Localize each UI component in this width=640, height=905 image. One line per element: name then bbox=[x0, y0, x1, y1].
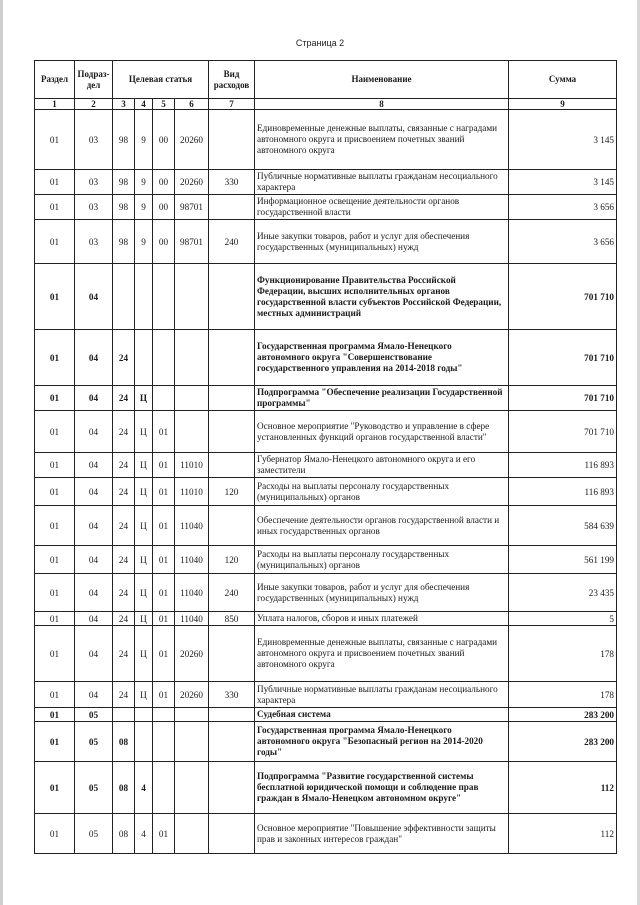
cell-sum: 3 145 bbox=[509, 170, 617, 195]
cell-razdel: 01 bbox=[35, 708, 75, 722]
cell-program: 98 bbox=[113, 170, 135, 195]
cell-direction: 11040 bbox=[175, 546, 209, 574]
cell-razdel: 01 bbox=[35, 110, 75, 170]
cell-razdel: 01 bbox=[35, 682, 75, 708]
cell-name: Публичные нормативные выплаты гражданам несоциального характера bbox=[255, 170, 509, 195]
cell-razdel: 01 bbox=[35, 411, 75, 453]
cell-name: Губернатор Ямало-Ненецкого автономного округа и его заместители bbox=[255, 453, 509, 478]
cell-subprogram: 9 bbox=[135, 195, 153, 220]
table-row bbox=[35, 612, 617, 626]
cell-razdel: 01 bbox=[35, 626, 75, 682]
cell-vid-rashodov bbox=[209, 386, 255, 411]
cell-vid-rashodov bbox=[209, 814, 255, 854]
cell-direction: 20260 bbox=[175, 626, 209, 682]
cell-subprogram: 4 bbox=[135, 814, 153, 854]
cell-direction bbox=[175, 722, 209, 762]
cell-program: 08 bbox=[113, 762, 135, 814]
cell-name: Обеспечение деятельности органов государственной власти и иных государственных органов bbox=[255, 506, 509, 546]
cell-name: Единовременные денежные выплаты, связанные с наградами автономного округа и присвоением почетных званий автономного округа bbox=[255, 626, 509, 682]
cell-name: Единовременные денежные выплаты, связанные с наградами автономного округа и присвоением почетных званий автономного округа bbox=[255, 110, 509, 170]
cell-vid-rashodov: 240 bbox=[209, 574, 255, 612]
cell-name: Иные закупки товаров, работ и услуг для обеспечения государственных (муниципальных) нужд bbox=[255, 574, 509, 612]
cell-sum: 584 639 bbox=[509, 506, 617, 546]
cell-sum: 112 bbox=[509, 814, 617, 854]
cell-event: 01 bbox=[153, 612, 175, 626]
cell-podrazdel: 04 bbox=[75, 478, 113, 506]
header-sum: Сумма bbox=[509, 61, 617, 99]
cell-razdel: 01 bbox=[35, 722, 75, 762]
cell-name: Иные закупки товаров, работ и услуг для обеспечения государственных (муниципальных) нужд bbox=[255, 220, 509, 264]
cell-event bbox=[153, 708, 175, 722]
cell-razdel: 01 bbox=[35, 478, 75, 506]
cell-podrazdel: 03 bbox=[75, 170, 113, 195]
header-name: Наименование bbox=[255, 61, 509, 99]
cell-sum: 112 bbox=[509, 762, 617, 814]
cell-event: 01 bbox=[153, 478, 175, 506]
cell-event: 01 bbox=[153, 546, 175, 574]
cell-program: 24 bbox=[113, 386, 135, 411]
cell-name: Государственная программа Ямало-Ненецкого автономного округа "Безопасный регион на 2014-2020 годы" bbox=[255, 722, 509, 762]
cell-sum: 701 710 bbox=[509, 264, 617, 330]
table-row bbox=[35, 170, 617, 195]
table-row bbox=[35, 453, 617, 478]
table-row bbox=[35, 110, 617, 170]
cell-direction bbox=[175, 708, 209, 722]
cell-razdel: 01 bbox=[35, 330, 75, 386]
cell-direction: 20260 bbox=[175, 110, 209, 170]
cell-razdel: 01 bbox=[35, 546, 75, 574]
cell-name: Подпрограмма "Обеспечение реализации Государственной программы" bbox=[255, 386, 509, 411]
cell-name: Публичные нормативные выплаты гражданам несоциального характера bbox=[255, 682, 509, 708]
cell-vid-rashodov bbox=[209, 453, 255, 478]
table-row bbox=[35, 574, 617, 612]
cell-event: 01 bbox=[153, 506, 175, 546]
cell-sum: 701 710 bbox=[509, 386, 617, 411]
cell-program bbox=[113, 264, 135, 330]
table-row bbox=[35, 411, 617, 453]
cell-name: Государственная программа Ямало-Ненецкого автономного округа "Совершенствование государственного управления на 2014-2018 годы" bbox=[255, 330, 509, 386]
cell-subprogram bbox=[135, 264, 153, 330]
cell-subprogram: Ц bbox=[135, 626, 153, 682]
cell-program: 08 bbox=[113, 814, 135, 854]
cell-subprogram: Ц bbox=[135, 411, 153, 453]
cell-vid-rashodov bbox=[209, 411, 255, 453]
cell-razdel: 01 bbox=[35, 506, 75, 546]
cell-razdel: 01 bbox=[35, 814, 75, 854]
cell-subprogram bbox=[135, 722, 153, 762]
header-tselevaya: Целевая статья bbox=[113, 61, 209, 99]
cell-direction bbox=[175, 264, 209, 330]
cell-vid-rashodov bbox=[209, 626, 255, 682]
cell-vid-rashodov bbox=[209, 195, 255, 220]
cell-podrazdel: 05 bbox=[75, 762, 113, 814]
cell-sum: 116 893 bbox=[509, 453, 617, 478]
cell-sum: 283 200 bbox=[509, 708, 617, 722]
cell-podrazdel: 04 bbox=[75, 386, 113, 411]
table-body bbox=[35, 110, 617, 854]
cell-direction: 11010 bbox=[175, 478, 209, 506]
cell-sum: 3 145 bbox=[509, 110, 617, 170]
table-row bbox=[35, 682, 617, 708]
cell-subprogram: 9 bbox=[135, 220, 153, 264]
cell-razdel: 01 bbox=[35, 762, 75, 814]
cell-sum: 116 893 bbox=[509, 478, 617, 506]
cell-program: 24 bbox=[113, 453, 135, 478]
cell-subprogram: Ц bbox=[135, 506, 153, 546]
cell-program: 24 bbox=[113, 506, 135, 546]
cell-subprogram: Ц bbox=[135, 453, 153, 478]
cell-program: 08 bbox=[113, 722, 135, 762]
cell-podrazdel: 04 bbox=[75, 682, 113, 708]
cell-program: 24 bbox=[113, 330, 135, 386]
table-row bbox=[35, 506, 617, 546]
cell-name: Функционирование Правительства Российской Федерации, высших исполнительных органов государственной власти субъектов Российской Федерации, местных администраций bbox=[255, 264, 509, 330]
cell-razdel: 01 bbox=[35, 264, 75, 330]
cell-direction: 11040 bbox=[175, 574, 209, 612]
table-row bbox=[35, 195, 617, 220]
cell-sum: 701 710 bbox=[509, 330, 617, 386]
cell-subprogram: 9 bbox=[135, 110, 153, 170]
cell-program: 24 bbox=[113, 626, 135, 682]
cell-subprogram: Ц bbox=[135, 612, 153, 626]
cell-program: 24 bbox=[113, 612, 135, 626]
cell-event bbox=[153, 330, 175, 386]
cell-direction: 11010 bbox=[175, 453, 209, 478]
cell-sum: 178 bbox=[509, 682, 617, 708]
cell-name: Расходы на выплаты персоналу государственных (муниципальных) органов bbox=[255, 478, 509, 506]
cell-subprogram: 9 bbox=[135, 170, 153, 195]
cell-name: Основное мероприятие "Руководство и управление в сфере установленных функций органов государственной власти" bbox=[255, 411, 509, 453]
table-row bbox=[35, 762, 617, 814]
cell-sum: 561 199 bbox=[509, 546, 617, 574]
cell-name: Основное мероприятие "Повышение эффективности защиты прав и законных интересов граждан" bbox=[255, 814, 509, 854]
cell-program: 24 bbox=[113, 546, 135, 574]
cell-direction: 11040 bbox=[175, 612, 209, 626]
table-header-row bbox=[35, 61, 617, 99]
cell-program bbox=[113, 708, 135, 722]
column-number: 6 bbox=[175, 99, 209, 110]
cell-razdel: 01 bbox=[35, 612, 75, 626]
column-number: 3 bbox=[113, 99, 135, 110]
cell-podrazdel: 05 bbox=[75, 722, 113, 762]
cell-podrazdel: 03 bbox=[75, 110, 113, 170]
cell-podrazdel: 03 bbox=[75, 195, 113, 220]
cell-vid-rashodov: 330 bbox=[209, 682, 255, 708]
cell-event bbox=[153, 722, 175, 762]
cell-event: 00 bbox=[153, 220, 175, 264]
cell-podrazdel: 05 bbox=[75, 708, 113, 722]
cell-podrazdel: 05 bbox=[75, 814, 113, 854]
table-row bbox=[35, 626, 617, 682]
cell-program: 24 bbox=[113, 574, 135, 612]
cell-subprogram: Ц bbox=[135, 478, 153, 506]
cell-event: 01 bbox=[153, 574, 175, 612]
cell-razdel: 01 bbox=[35, 574, 75, 612]
cell-direction bbox=[175, 330, 209, 386]
cell-sum: 5 bbox=[509, 612, 617, 626]
cell-vid-rashodov bbox=[209, 708, 255, 722]
table-row bbox=[35, 386, 617, 411]
cell-event: 00 bbox=[153, 195, 175, 220]
cell-sum: 283 200 bbox=[509, 722, 617, 762]
cell-subprogram: 4 bbox=[135, 762, 153, 814]
cell-direction: 98701 bbox=[175, 195, 209, 220]
cell-name: Судебная система bbox=[255, 708, 509, 722]
column-number: 1 bbox=[35, 99, 75, 110]
cell-event: 01 bbox=[153, 626, 175, 682]
cell-razdel: 01 bbox=[35, 195, 75, 220]
cell-podrazdel: 04 bbox=[75, 626, 113, 682]
cell-vid-rashodov bbox=[209, 264, 255, 330]
cell-subprogram: Ц bbox=[135, 546, 153, 574]
cell-event: 01 bbox=[153, 411, 175, 453]
cell-razdel: 01 bbox=[35, 170, 75, 195]
cell-vid-rashodov bbox=[209, 330, 255, 386]
table-row bbox=[35, 546, 617, 574]
cell-program: 98 bbox=[113, 195, 135, 220]
cell-vid-rashodov: 120 bbox=[209, 478, 255, 506]
cell-event bbox=[153, 762, 175, 814]
cell-sum: 3 656 bbox=[509, 220, 617, 264]
column-number: 5 bbox=[153, 99, 175, 110]
cell-vid-rashodov: 850 bbox=[209, 612, 255, 626]
header-podrazdel: Подраз-дел bbox=[75, 61, 113, 99]
cell-event bbox=[153, 386, 175, 411]
cell-subprogram: Ц bbox=[135, 386, 153, 411]
table-row bbox=[35, 708, 617, 722]
column-number: 2 bbox=[75, 99, 113, 110]
cell-vid-rashodov: 120 bbox=[209, 546, 255, 574]
cell-podrazdel: 04 bbox=[75, 546, 113, 574]
column-number: 8 bbox=[255, 99, 509, 110]
cell-podrazdel: 04 bbox=[75, 264, 113, 330]
table-row bbox=[35, 220, 617, 264]
cell-razdel: 01 bbox=[35, 453, 75, 478]
cell-event: 01 bbox=[153, 814, 175, 854]
column-number: 7 bbox=[209, 99, 255, 110]
cell-vid-rashodov bbox=[209, 722, 255, 762]
cell-vid-rashodov: 240 bbox=[209, 220, 255, 264]
cell-name: Расходы на выплаты персоналу государственных (муниципальных) органов bbox=[255, 546, 509, 574]
column-number: 9 bbox=[509, 99, 617, 110]
cell-subprogram: Ц bbox=[135, 574, 153, 612]
cell-event bbox=[153, 264, 175, 330]
cell-name: Подпрограмма "Развитие государственной системы бесплатной юридической помощи и соблюдение прав граждан в Ямало-Ненецком автономном округе" bbox=[255, 762, 509, 814]
cell-podrazdel: 04 bbox=[75, 506, 113, 546]
table-row bbox=[35, 478, 617, 506]
cell-subprogram bbox=[135, 708, 153, 722]
cell-program: 98 bbox=[113, 220, 135, 264]
cell-program: 24 bbox=[113, 411, 135, 453]
cell-vid-rashodov bbox=[209, 762, 255, 814]
cell-podrazdel: 04 bbox=[75, 411, 113, 453]
cell-vid-rashodov bbox=[209, 506, 255, 546]
cell-sum: 23 435 bbox=[509, 574, 617, 612]
cell-vid-rashodov bbox=[209, 110, 255, 170]
table-row bbox=[35, 722, 617, 762]
cell-vid-rashodov: 330 bbox=[209, 170, 255, 195]
cell-razdel: 01 bbox=[35, 220, 75, 264]
cell-program: 24 bbox=[113, 682, 135, 708]
cell-direction bbox=[175, 762, 209, 814]
budget-table bbox=[34, 60, 617, 854]
scan-edge-left bbox=[0, 0, 3, 905]
cell-sum: 178 bbox=[509, 626, 617, 682]
cell-sum: 3 656 bbox=[509, 195, 617, 220]
cell-event: 00 bbox=[153, 110, 175, 170]
header-razdel: Раздел bbox=[35, 61, 75, 99]
cell-direction: 98701 bbox=[175, 220, 209, 264]
page-label: Страница 2 bbox=[295, 38, 345, 48]
cell-subprogram: Ц bbox=[135, 682, 153, 708]
cell-event: 01 bbox=[153, 453, 175, 478]
cell-subprogram bbox=[135, 330, 153, 386]
header-vid: Вид расходов bbox=[209, 61, 255, 99]
cell-event: 00 bbox=[153, 170, 175, 195]
cell-podrazdel: 04 bbox=[75, 453, 113, 478]
cell-podrazdel: 04 bbox=[75, 574, 113, 612]
column-number-row bbox=[35, 99, 617, 110]
cell-razdel: 01 bbox=[35, 386, 75, 411]
cell-podrazdel: 04 bbox=[75, 612, 113, 626]
table-row bbox=[35, 264, 617, 330]
cell-direction bbox=[175, 386, 209, 411]
cell-direction bbox=[175, 814, 209, 854]
cell-podrazdel: 04 bbox=[75, 330, 113, 386]
cell-direction: 20260 bbox=[175, 682, 209, 708]
cell-program: 98 bbox=[113, 110, 135, 170]
cell-direction bbox=[175, 411, 209, 453]
table-row bbox=[35, 814, 617, 854]
cell-event: 01 bbox=[153, 682, 175, 708]
cell-podrazdel: 03 bbox=[75, 220, 113, 264]
cell-direction: 20260 bbox=[175, 170, 209, 195]
table-row bbox=[35, 330, 617, 386]
cell-sum: 701 710 bbox=[509, 411, 617, 453]
cell-name: Информационное освещение деятельности органов государственной власти bbox=[255, 195, 509, 220]
cell-program: 24 bbox=[113, 478, 135, 506]
column-number: 4 bbox=[135, 99, 153, 110]
cell-name: Уплата налогов, сборов и иных платежей bbox=[255, 612, 509, 626]
cell-direction: 11040 bbox=[175, 506, 209, 546]
